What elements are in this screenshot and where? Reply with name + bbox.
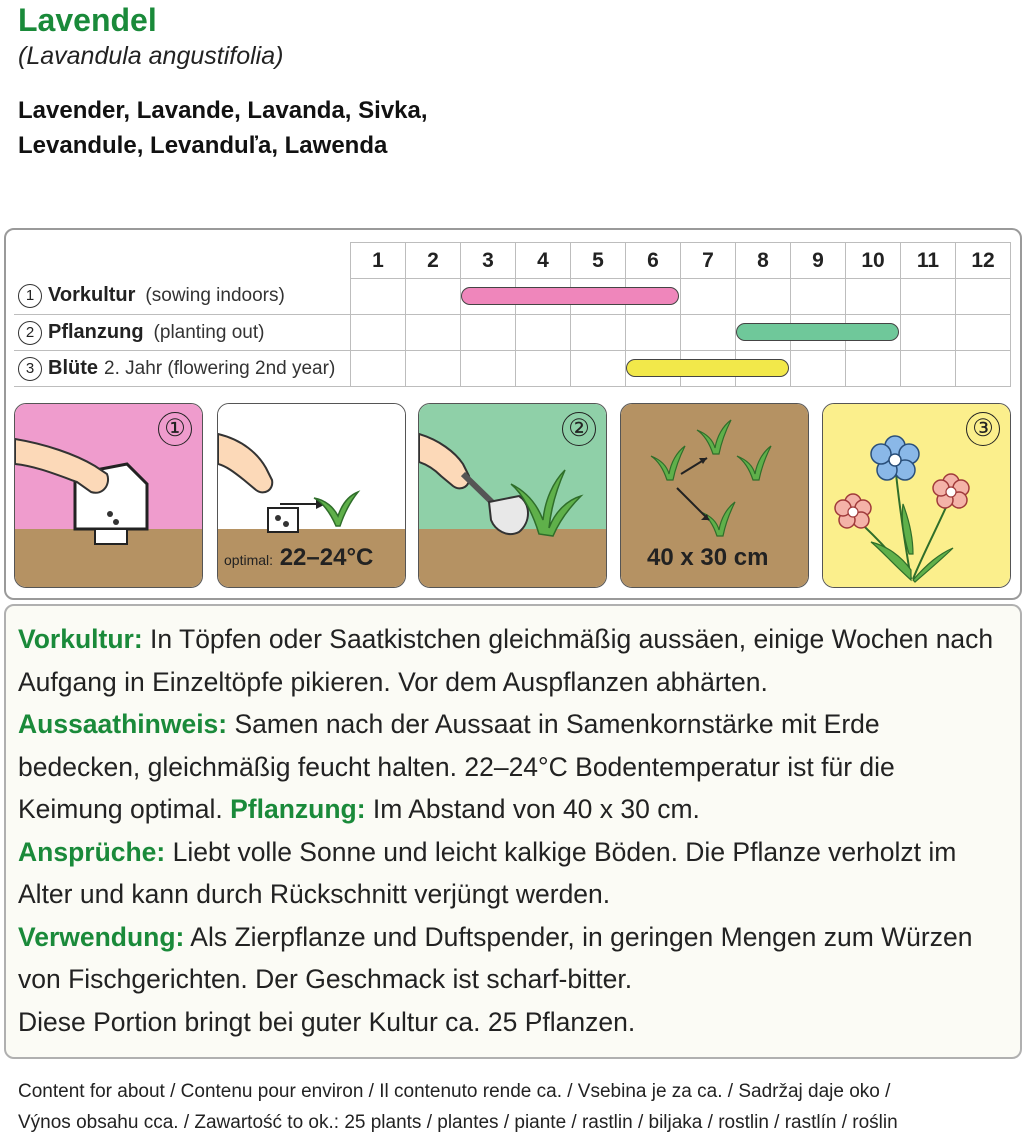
month-cell [901, 315, 956, 351]
month-cell [406, 351, 461, 387]
month-cell [461, 315, 516, 351]
calendar-header-row [14, 243, 1011, 279]
month-header: 2 [406, 243, 461, 279]
pflanzung-text: Im Abstand von 40 x 30 cm. [365, 794, 700, 824]
common-names-line-1: Lavender, Lavande, Lavanda, Sivka, [18, 97, 428, 124]
optimal-label: optimal: [224, 552, 274, 568]
month-cell [516, 351, 571, 387]
month-header: 8 [736, 243, 791, 279]
illustration-spacing [620, 403, 809, 588]
aussaat-label: Aussaathinweis: [18, 709, 228, 739]
month-header: 7 [681, 243, 736, 279]
portion-text: Diese Portion bringt bei guter Kultur ca. 25 Pflanzen. [18, 1006, 636, 1037]
month-cell [956, 315, 1011, 351]
temperature-value: 22–24°C [279, 544, 374, 571]
month-header: 5 [571, 243, 626, 279]
aussaat-text: Samen nach der Aussaat in Samenkornstärke mit Erde bedecken, gleichmäßig feucht halten. 22–24°C Bodentemperatur ist für die Keimung optimal. [18, 709, 895, 824]
content-note-line-2: Výnos obsahu cca. / Zawartość to ok.: 25 plants / plantes / piante / rastlin / biljaka / rostlin / rastlín / roślin [18, 1112, 898, 1133]
period-bar [736, 323, 899, 341]
common-names-line-2: Levandule, Levanduľa, Lawenda [18, 132, 388, 159]
illustration-sowing [14, 403, 203, 588]
verwendung-text: Als Zierpflanze und Duftspender, in geringen Mengen zum Würzen von Fischgerichten. Der Geschmack ist scharf-bitter. [18, 921, 973, 994]
latin-name: (Lavandula angustifolia) [18, 42, 284, 70]
product-title: Lavendel [18, 2, 157, 38]
vorkultur-label: Vorkultur: [18, 624, 143, 654]
row-note: (planting out) [153, 321, 265, 343]
month-cell [351, 351, 406, 387]
sowing-calendar [14, 242, 1011, 387]
month-header: 10 [846, 243, 901, 279]
illustration-temperature [217, 403, 406, 588]
calendar-row-bluete [14, 351, 1011, 387]
verwendung-label: Verwendung: [18, 921, 185, 952]
step-2-badge: ② [562, 412, 596, 446]
month-cell [406, 315, 461, 351]
month-cell [901, 279, 956, 315]
month-cell [956, 351, 1011, 387]
calendar-corner [14, 243, 351, 279]
spacing-label: 40 x 30 cm [647, 544, 769, 571]
row-label [14, 279, 351, 315]
row-number: 1 [18, 284, 42, 308]
month-header: 4 [516, 243, 571, 279]
row-title: Blüte [48, 356, 98, 379]
month-cell [846, 279, 901, 315]
month-header: 12 [956, 243, 1011, 279]
month-header: 6 [626, 243, 681, 279]
illustration-planting [418, 403, 607, 588]
month-cell [791, 279, 846, 315]
month-cell [571, 315, 626, 351]
row-title: Pflanzung [48, 320, 144, 343]
temperature-label [224, 544, 373, 572]
month-cell [461, 351, 516, 387]
step-1-badge: ① [158, 412, 192, 446]
month-cell [681, 279, 736, 315]
row-label [14, 315, 351, 351]
row-note: (sowing indoors) [145, 285, 285, 307]
common-names [18, 93, 428, 163]
month-cell [571, 351, 626, 387]
period-bar [626, 359, 789, 377]
row-number: 3 [18, 357, 42, 381]
month-cell [351, 279, 406, 315]
month-header: 3 [461, 243, 516, 279]
row-note: 2. Jahr (flowering 2nd year) [104, 357, 336, 379]
ansprueche-label: Ansprüche: [18, 836, 166, 867]
month-cell [901, 351, 956, 387]
month-header: 9 [791, 243, 846, 279]
step-3-badge: ③ [966, 412, 1000, 446]
row-label [14, 351, 351, 387]
month-cell [791, 351, 846, 387]
content-note [18, 1076, 1018, 1138]
row-title: Vorkultur [48, 284, 136, 307]
illustration-flowering [822, 403, 1011, 588]
instructions-box [4, 604, 1022, 1059]
sowing-calendar-frame [4, 228, 1022, 600]
month-header: 11 [901, 243, 956, 279]
row-number: 2 [18, 321, 42, 345]
month-cell [351, 315, 406, 351]
content-note-line-1: Content for about / Contenu pour environ / Il contenuto rende ca. / Vsebina je za ca. / Sadržaj daje oko / [18, 1081, 891, 1102]
month-header: 1 [351, 243, 406, 279]
month-cell [846, 351, 901, 387]
month-cell [956, 279, 1011, 315]
period-bar [461, 287, 679, 305]
pflanzung-label: Pflanzung: [230, 794, 366, 824]
month-cell [516, 315, 571, 351]
ansprueche-text: Liebt volle Sonne und leicht kalkige Böden. Die Pflanze verholzt im Alter und kann durch Rückschnitt verjüngt werden. [18, 836, 957, 909]
month-cell [681, 315, 736, 351]
month-cell [736, 279, 791, 315]
vorkultur-text: In Töpfen oder Saatkistchen gleichmäßig aussäen, einige Wochen nach Aufgang in Einzeltöpfe pikieren. Vor dem Auspflanzen abhärten. [18, 624, 994, 697]
month-cell [626, 315, 681, 351]
month-cell [406, 279, 461, 315]
instructions-text [18, 618, 1003, 1043]
